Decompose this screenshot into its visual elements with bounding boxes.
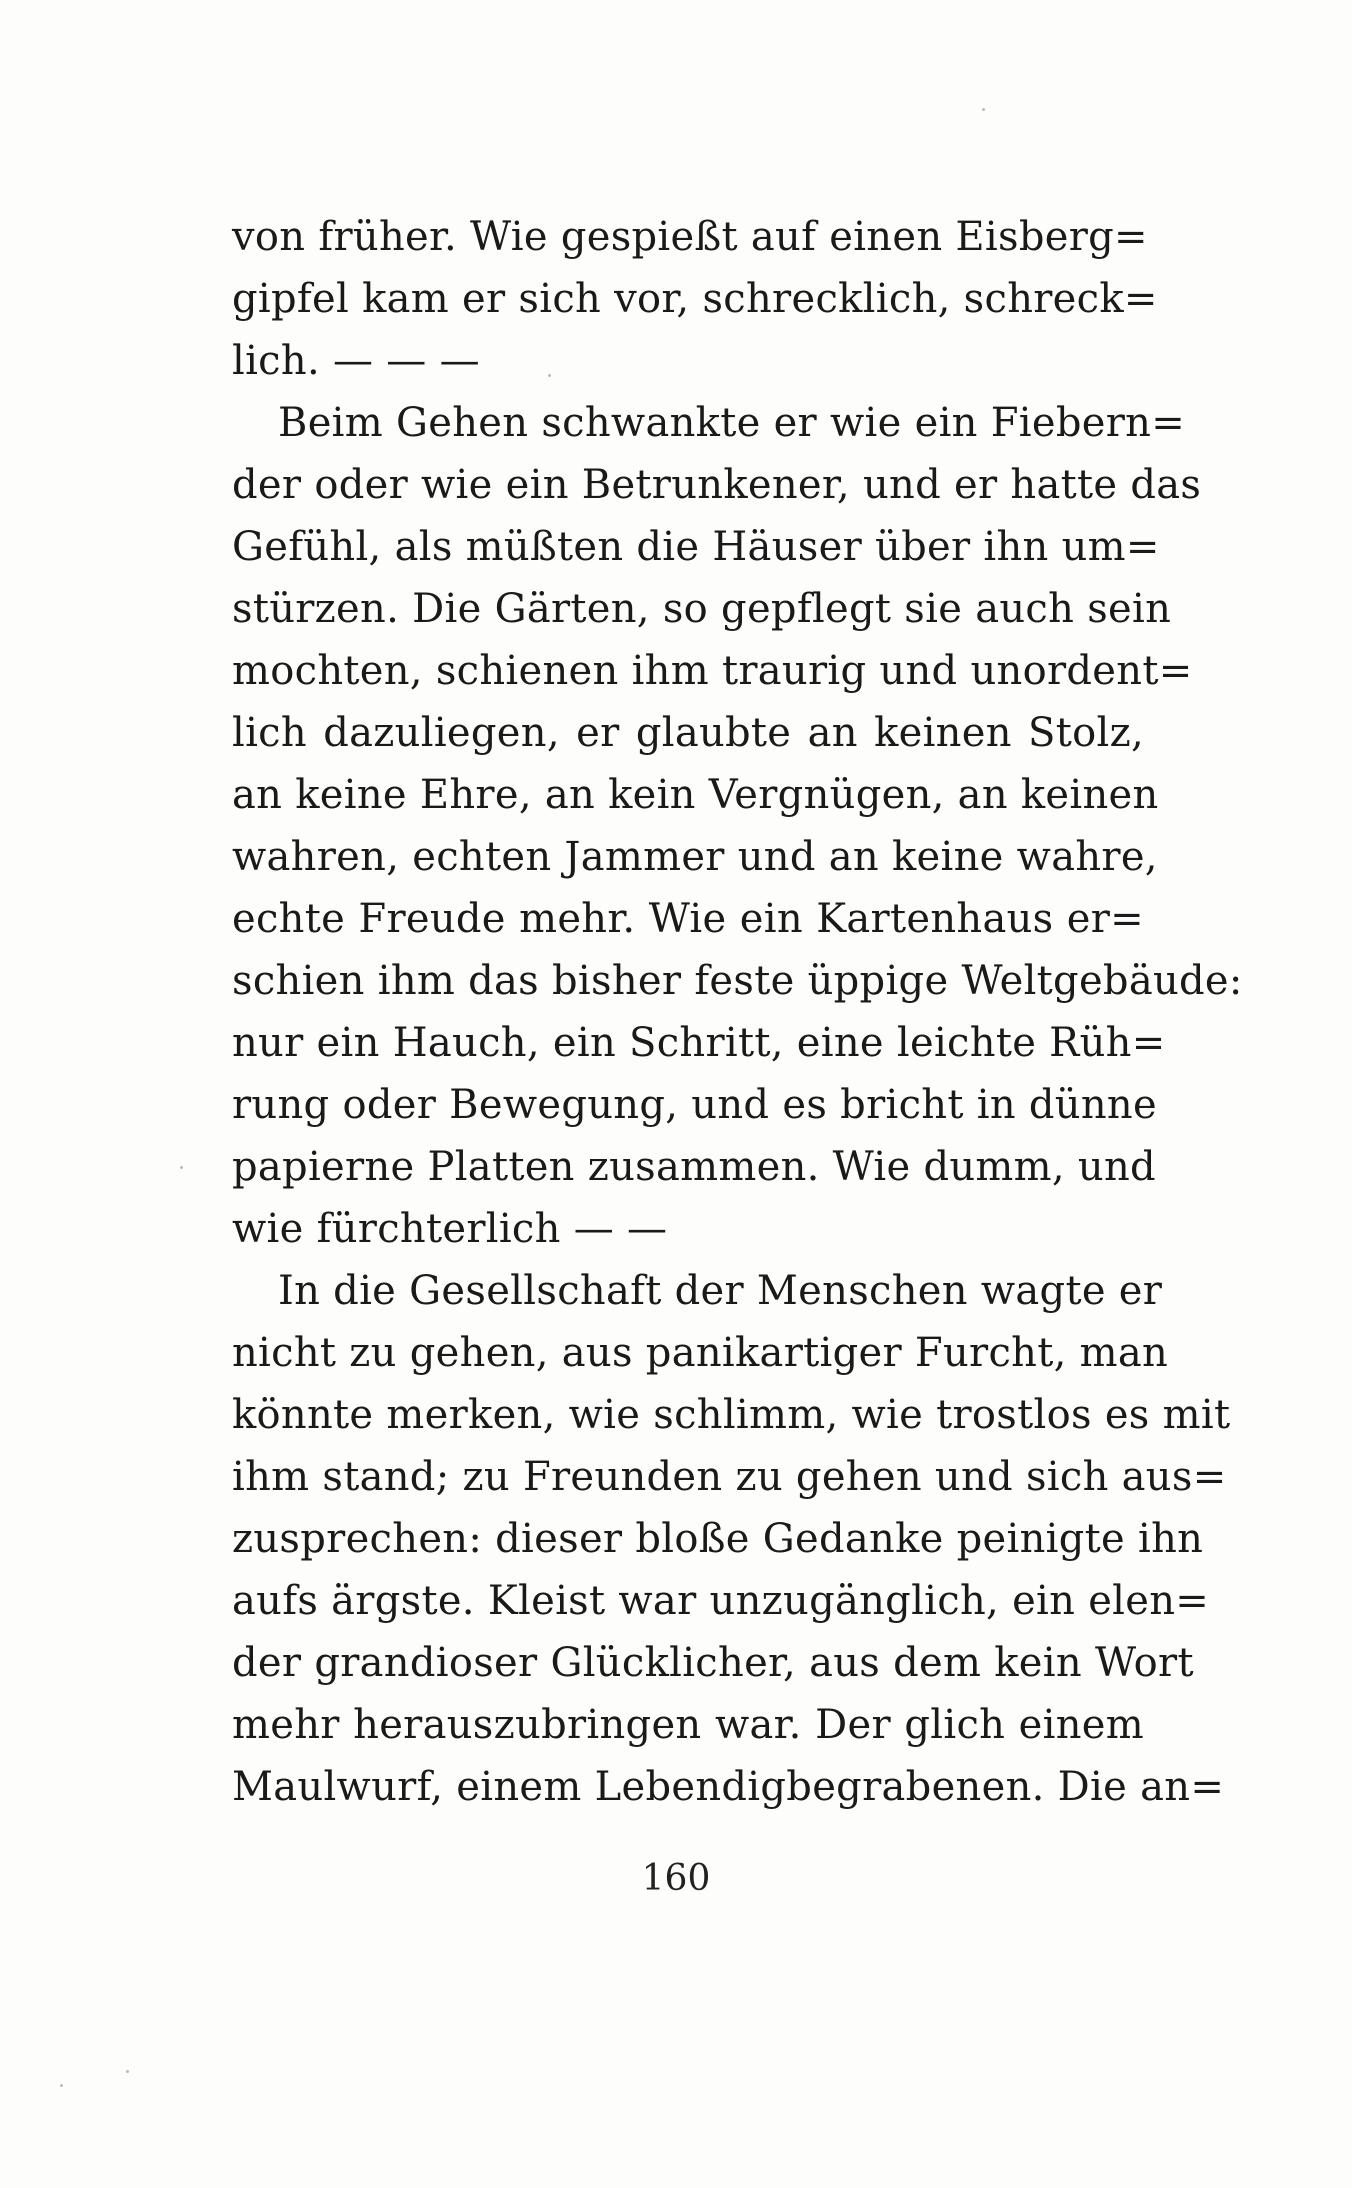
text-line-6: Gefühl, als müßten die Häuser über ihn um= xyxy=(232,524,1160,570)
text-line-18: In die Gesellschaft der Menschen wagte er xyxy=(278,1268,1163,1314)
text-line-7: stürzen. Die Gärten, so gepflegt sie auch sein xyxy=(232,586,1172,632)
text-line-4: Beim Gehen schwankte er wie ein Fiebern= xyxy=(278,400,1186,446)
text-line-21: ihm stand; zu Freunden zu gehen und sich aus= xyxy=(232,1454,1227,1500)
paper-speck xyxy=(60,2084,63,2087)
text-line-8: mochten, schienen ihm traurig und unordent= xyxy=(232,648,1193,694)
paper-speck xyxy=(982,108,985,111)
text-line-24: der grandioser Glücklicher, aus dem kein Wort xyxy=(232,1640,1194,1686)
text-line-2: gipfel kam er sich vor, schrecklich, schreck= xyxy=(232,276,1158,322)
paper-speck xyxy=(548,374,551,377)
text-line-1: von früher. Wie gespießt auf einen Eisberg= xyxy=(232,214,1148,260)
text-line-17: wie fürchterlich — — xyxy=(232,1206,668,1252)
text-line-3: lich. — — — xyxy=(232,338,480,384)
text-line-5: der oder wie ein Betrunkener, und er hatte das xyxy=(232,462,1202,508)
text-line-9: lich dazuliegen, er glaubte an keinen Stolz, xyxy=(232,710,1144,756)
text-line-23: aufs ärgste. Kleist war unzugänglich, ein elen= xyxy=(232,1578,1210,1624)
text-line-20: könnte merken, wie schlimm, wie trostlos es mit xyxy=(232,1392,1231,1438)
text-line-25: mehr herauszubringen war. Der glich einem xyxy=(232,1702,1144,1748)
text-line-19: nicht zu gehen, aus panikartiger Furcht, man xyxy=(232,1330,1169,1376)
body-text xyxy=(232,206,1243,1818)
text-line-10: an keine Ehre, an kein Vergnügen, an keinen xyxy=(232,772,1159,818)
text-line-12: echte Freude mehr. Wie ein Kartenhaus er= xyxy=(232,896,1144,942)
text-line-11: wahren, echten Jammer und an keine wahre, xyxy=(232,834,1158,880)
text-line-13: schien ihm das bisher feste üppige Weltgebäude: xyxy=(232,958,1243,1004)
text-line-22: zusprechen: dieser bloße Gedanke peinigte ihn xyxy=(232,1516,1204,1562)
text-line-15: rung oder Bewegung, und es bricht in dünne xyxy=(232,1082,1157,1128)
text-line-26: Maulwurf, einem Lebendigbegrabenen. Die an= xyxy=(232,1764,1225,1810)
text-line-16: papierne Platten zusammen. Wie dumm, und xyxy=(232,1144,1156,1190)
page-number: 160 xyxy=(641,1858,711,1899)
paper-speck xyxy=(180,1166,183,1169)
text-line-14: nur ein Hauch, ein Schritt, eine leichte Rüh= xyxy=(232,1020,1166,1066)
paper-speck xyxy=(126,2070,129,2073)
